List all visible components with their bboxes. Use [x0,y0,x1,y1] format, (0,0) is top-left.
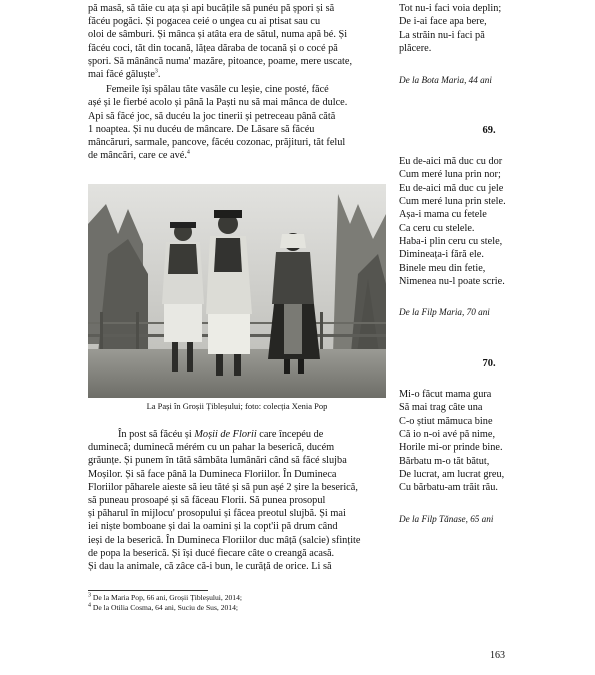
text-line: făcéu pogăci. Și pogacea ceié o ungea cu ai ptisat sau cu [88,16,321,28]
text-line-start: În post să făcéu și [118,429,195,440]
verse-line: Haba-i plin ceru cu stele, [399,235,503,247]
verse-line: Așa-i mama cu fetele [399,209,487,221]
right-column [399,2,579,524]
source-top: De la Bota Maria, 44 ani [399,75,492,86]
text-line: ieși de la beserică. În Dumineca Floriilor duc mâță (salcie) sfințite [88,534,361,546]
footnote: $^3$ De la Maria Pop, 66 ani, Groșii Țibleșului, 2014; [88,592,243,602]
text-line: Moșilor. Și să face până la Dumineca Floriilor. În Dumineca [88,468,337,480]
source-69: De la Filp Maria, 70 ani [399,307,490,318]
photo-image [88,184,386,398]
text-line: pă masă, să tăie cu ața și api bucățile să punéu pă șpori și să [88,3,335,14]
photo-caption: La Pași în Groșii Țibleșului; foto: colecția Xenia Pop [146,401,328,411]
text-line: să puneau prosoapé și să făceau Florii. Să punea prosopul [88,495,326,507]
verse-top [399,2,579,55]
verse-69 [399,155,579,288]
footnotes [88,590,386,612]
italic-term: Moșii de Florii [194,429,257,440]
verse-line: De lucrat, am lucrat greu, [399,468,505,480]
text-line: mâncăruri, sarmale, pancove, făcéu cozonac, prăjituri, tăt felul [88,137,346,149]
verse-line: Nimenea nu-l poate scrie. [399,275,505,287]
text-line: Și dau la animale, că zâce că-i bun, le curăță de orice. Li să [88,561,332,573]
left-column-top [88,2,386,162]
text-line: de popa la beserică. Și își ducé fiecare câte o creangă acasă. [88,547,335,559]
paragraph-3 [88,428,386,573]
text-line: făcéu coci, tăt din tocană, lățea dăraba de tocană și o cocé pă [88,42,338,54]
text-line: duminecă; duminecă mérém cu un pahar la beserică, ducém [88,442,335,454]
text-line: oloi de sâmburi. Și mânca și atâta era de sătul, numa apă bé. Și [88,29,348,41]
verse-line: De i-ai face apa bere, [399,16,487,28]
verse-line: Binele meu din fetie, [399,262,486,274]
left-column-bottom [88,428,386,573]
verse-line: Horile mi-or prinde bine. [399,442,503,454]
verse-line: plăcere. [399,42,432,54]
paragraph-2 [88,83,386,162]
verse-line: Ca ceru cu stelele. [399,222,475,234]
verse-line: Eu de-aici mă duc cu jele [399,182,504,194]
poem-number-69: 69. [482,125,496,137]
verse-line: Bărbatu m-o tăt bătut, [399,455,490,467]
text-line: Floriilor păharele aieste să ieu tăté și să pun așé 2 șire la beserică, [88,481,358,493]
verse-line: Cu bărbatu-am trăit rău. [399,482,498,494]
text-line: șpori. Să mânâncă numa' mazăre, pitoance, poame, mere uscate, [88,55,353,67]
footnote-rule [88,590,208,591]
paragraph-1: pă masă, să tăie cu ața și api bucățile să punéu pă șpori și să făcéu pogăci. Și pogacea ceié o ungea cu ai ptisat sau cu oloi de sâmburi. Și mânca și atâta era de sătul, numa apă bé. Și făcéu coci, tăt din tocană, lățea dăraba de tocană și o cocé pă șpori. Să mânâncă numa' mazăre, pitoance, poame, mere uscate, mai făcé găluște$^3$. [88,3,353,81]
footnote: $^4$ De la Otilia Cosma, 64 ani, Suciu de Sus, 2014; [88,602,239,612]
text-line-rest: care începéu de [256,429,324,440]
footnote-ref: 4 [186,149,190,156]
verse-70 [399,388,579,494]
verse-line: Tot nu-i faci voia deplin; [399,3,502,14]
footnote-ref: 3 [154,68,158,75]
verse-line: Să mai trag câte una [399,402,483,414]
text-line: Femeile își spălau tăte vasăle cu leșie, cine posté, făcé [106,84,329,96]
verse-line: C-o știut mămuca bine [399,415,493,427]
verse-line: Cum meré luna prin nor; [399,169,501,181]
verse-line: Dimineața-i fără ele. [399,249,484,261]
verse-line: Eu de-aici mă duc cu dor [399,156,503,168]
text-line: mai făcé găluște [88,69,155,81]
text-line: iei niște bomboane și dai la oamini și la copt'ii pă drum când [88,521,338,533]
source-70: De la Filp Tănase, 65 ani [399,513,494,524]
verse-line: Cum meré luna prin stele. [399,196,506,208]
text-line: și păharul în mijlocu' prosopului și făcea preotul slujbă. Și mai [88,508,346,520]
verse-line: Mi-o făcut mama gura [399,389,492,401]
text-line: Api să făcé joc, să ducéu la joc tinerii și petreceau până cătă [88,110,336,122]
poem-number-70: 70. [482,358,496,370]
text-line: așé și le fierbé acolo și până la Paști nu să mai mânca de dulce. [88,97,348,109]
text-line: de mâncări, care ce avé. [88,150,187,162]
text-line: 1 noaptea. Și nu ducéu de mâncare. De Lăsare să făcéu [88,123,315,135]
verse-line: Că io n-oi avé pă nime, [399,429,496,441]
text-line: grăunțe. Și punem în tătă sâmbăta lumânări când să făcé slujba [88,455,347,467]
photo [88,184,386,398]
verse-line: La străin nu-i faci pă [399,29,485,41]
page-number: 163 [490,650,505,661]
